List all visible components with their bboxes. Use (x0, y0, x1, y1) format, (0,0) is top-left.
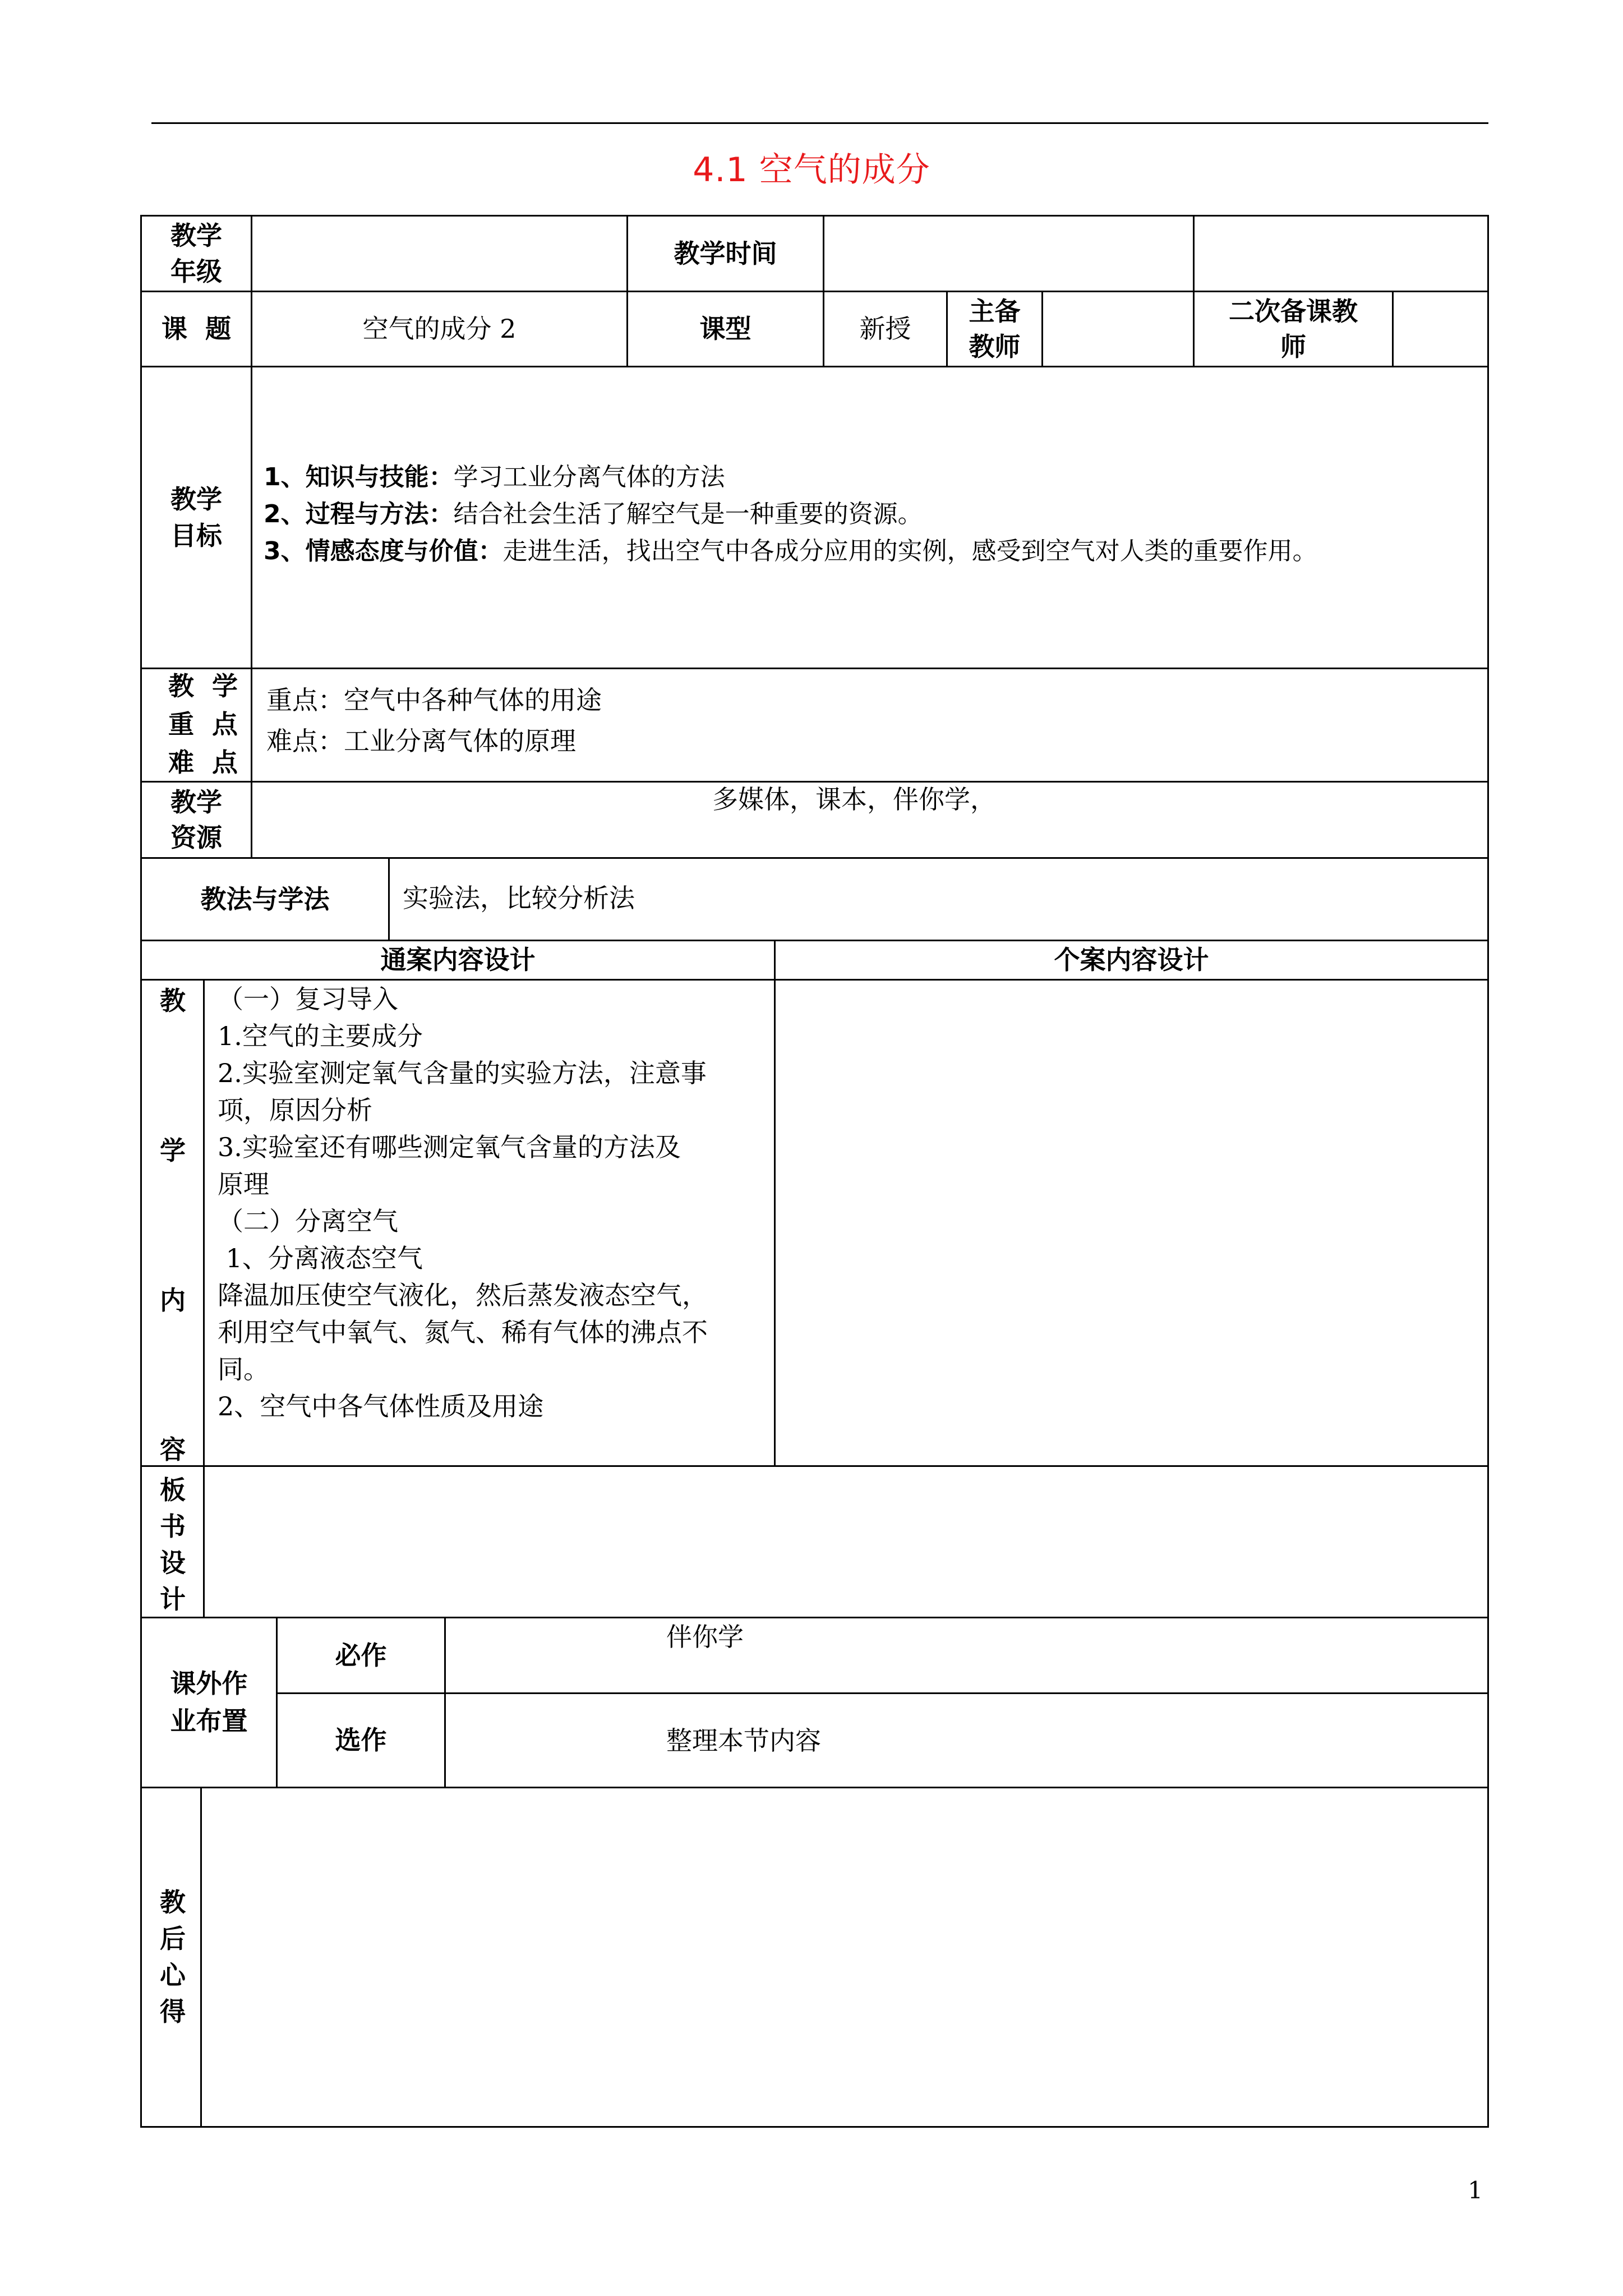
col-divider (200, 1787, 202, 2128)
row-divider (140, 668, 1489, 669)
design-line: 2.实验室测定氧气含量的实验方法，注意事 (218, 1058, 707, 1088)
goal-text: 走进生活，找出空气中各成分应用的实例，感受到空气对人类的重要作用。 (502, 537, 1317, 565)
keypoints-label-2: 重 点 (168, 709, 238, 739)
optional-label: 选作 (335, 1725, 387, 1756)
col-divider (1041, 291, 1043, 367)
design-line: 3.实验室还有哪些测定氧气含量的方法及 (218, 1132, 681, 1162)
board-char: 计 (160, 1584, 186, 1614)
row-divider (140, 1465, 1489, 1467)
optional-value: 整理本节内容 (666, 1726, 821, 1756)
board-char: 书 (160, 1511, 186, 1542)
topic-label: 课 题 (161, 314, 232, 344)
row-divider (140, 366, 1489, 367)
page-number: 1 (1468, 2177, 1483, 2204)
col-divider (203, 979, 205, 1618)
main-teacher-label: 主备 教师 (969, 296, 1021, 362)
resources-value: 多媒体，课本，伴你学， (712, 784, 996, 815)
topic-value: 空气的成分 2 (362, 314, 517, 344)
goal-prefix: 1、知识与技能： (264, 463, 454, 491)
key-point: 重点：空气中各种气体的用途 (266, 685, 602, 715)
col-divider (251, 366, 252, 857)
board-char: 设 (160, 1548, 186, 1578)
grade-label: 教学 年级 (170, 220, 222, 287)
difficult-point: 难点：工业分离气体的原理 (266, 726, 576, 756)
time-label: 教学时间 (674, 238, 777, 269)
design-line: 同。 (218, 1354, 269, 1384)
required-label: 必作 (335, 1640, 387, 1671)
design-side-char: 学 (160, 1135, 186, 1166)
table-border-right (1487, 215, 1489, 2128)
goal-item (264, 459, 725, 496)
design-line: （二）分离空气 (218, 1206, 398, 1236)
reflection-char: 教 (160, 1887, 186, 1917)
design-side-char: 内 (160, 1285, 186, 1315)
second-teacher-label: 二次备课教 师 (1229, 296, 1358, 362)
resources-label: 教学 资源 (170, 787, 222, 853)
col-divider (1392, 291, 1394, 367)
methods-label: 教法与学法 (200, 884, 330, 914)
design-line: 利用空气中氧气、氮气、稀有气体的沸点不 (218, 1317, 708, 1347)
reflection-char: 得 (160, 1996, 186, 2027)
col-divider (444, 1617, 446, 1788)
keypoints-label-3: 难 点 (168, 747, 238, 777)
goal-prefix: 2、过程与方法： (264, 500, 454, 528)
col-divider (388, 857, 390, 941)
type-label: 课型 (699, 314, 751, 344)
design-side-char: 教 (160, 986, 186, 1016)
design-line: （一）复习导入 (218, 984, 398, 1014)
methods-value: 实验法，比较分析法 (403, 883, 635, 913)
goal-text: 结合社会生活了解空气是一种重要的资源。 (453, 500, 923, 528)
goals-label: 教学 目标 (170, 484, 222, 551)
individual-design-header: 个案内容设计 (1054, 945, 1209, 976)
goal-text: 学习工业分离气体的方法 (453, 463, 725, 491)
design-line: 2、空气中各气体性质及用途 (218, 1391, 544, 1421)
design-line: 原理 (218, 1169, 269, 1199)
type-value: 新授 (859, 314, 911, 344)
reflection-char: 心 (160, 1960, 186, 1990)
design-line: 降温加压使空气液化，然后蒸发液态空气， (218, 1280, 708, 1310)
reflection-char: 后 (160, 1924, 186, 1954)
col-divider (774, 940, 776, 1467)
common-design-header: 通案内容设计 (380, 945, 536, 976)
homework-label: 课外作 业布置 (170, 1668, 248, 1736)
goal-prefix: 3、情感态度与价值： (264, 537, 503, 565)
required-value: 伴你学 (666, 1622, 744, 1652)
goal-item (264, 533, 1317, 570)
row-divider (140, 1787, 1489, 1788)
row-divider (276, 1692, 1489, 1694)
design-line: 项，原因分析 (218, 1095, 372, 1125)
design-line: 1、分离液态空气 (218, 1243, 423, 1273)
design-line: 1.空气的主要成分 (218, 1021, 423, 1051)
keypoints-label-1: 教 学 (168, 671, 238, 701)
goal-item (264, 496, 923, 533)
design-side-char: 容 (160, 1434, 186, 1465)
header-rule (151, 122, 1488, 124)
page-title: 4.1 空气的成分 (693, 150, 930, 190)
table-border-bottom (140, 2126, 1489, 2128)
board-char: 板 (160, 1475, 186, 1505)
